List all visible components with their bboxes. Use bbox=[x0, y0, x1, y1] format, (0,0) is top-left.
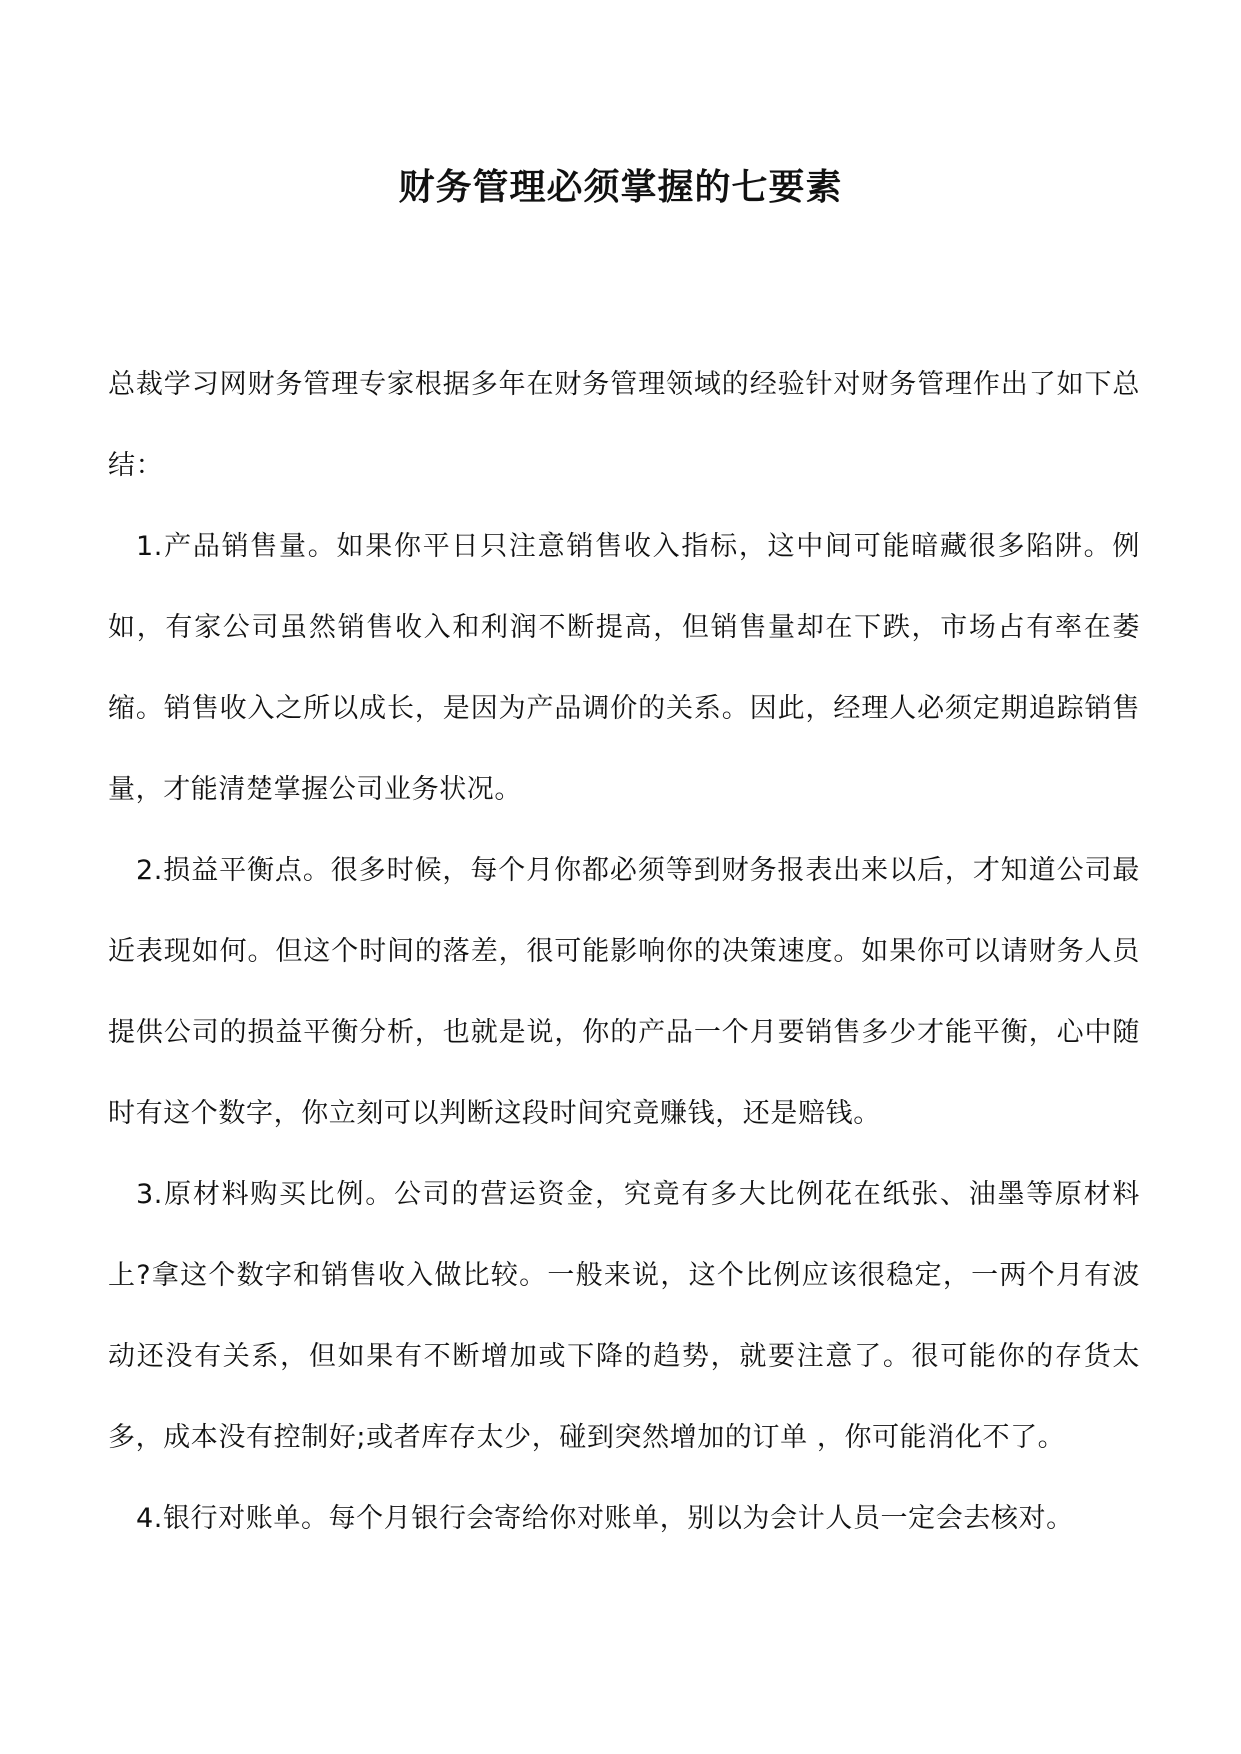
item-paragraph-raw-materials: 3.原材料购买比例。公司的营运资金，究竟有多大比例花在纸张、油墨等原材料上?拿这个数字和销售收入做比较。一般来说，这个比例应该很稳定，一两个月有波动还没有关系，但如果有不断增加或下降的趋势，就要注意了。很可能你的存货太多，成本没有控制好;或者库存太少，碰到突然增加的订单 ，你可能消化不了。 bbox=[108, 1179, 1140, 1453]
item-paragraph-sales-volume: 1.产品销售量。如果你平日只注意销售收入指标，这中间可能暗藏很多陷阱。例如，有家公司虽然销售收入和利润不断提高，但销售量却在下跌，市场占有率在萎缩。销售收入之所以成长，是因为产品调价的关系。因此，经理人必须定期追踪销售量，才能清楚掌握公司业务状况。 bbox=[108, 531, 1140, 805]
item-paragraph-break-even: 2.损益平衡点。很多时候，每个月你都必须等到财务报表出来以后，才知道公司最近表现如何。但这个时间的落差，很可能影响你的决策速度。如果你可以请财务人员提供公司的损益平衡分析，也就是说，你的产品一个月要销售多少才能平衡，心中随时有这个数字，你立刻可以判断这段时间究竟赚钱，还是赔钱。 bbox=[108, 855, 1140, 1129]
intro-paragraph: 总裁学习网财务管理专家根据多年在财务管理领域的经验针对财务管理作出了如下总结： bbox=[108, 369, 1140, 481]
document-body bbox=[108, 344, 1140, 1559]
document-title: 财务管理必须掌握的七要素 bbox=[398, 166, 843, 208]
item-paragraph-bank-statement: 4.银行对账单。每个月银行会寄给你对账单，别以为会计人员一定会去核对。 bbox=[136, 1503, 1074, 1534]
